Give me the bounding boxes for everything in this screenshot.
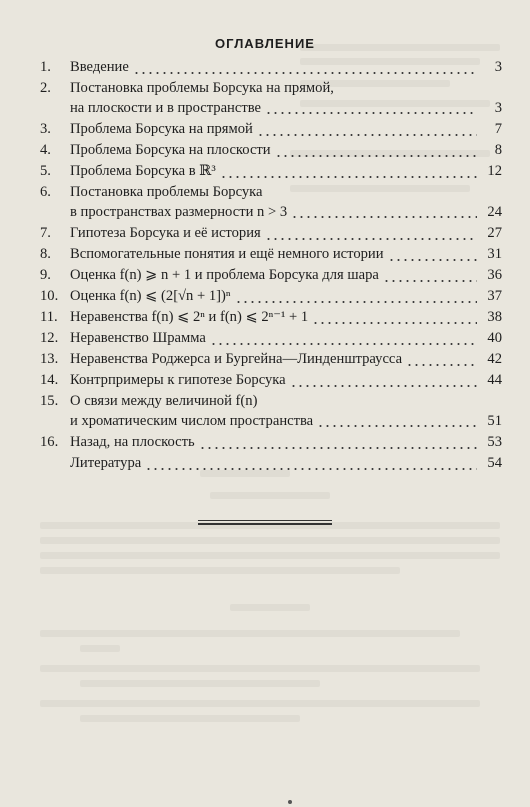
toc-entry-number: 2. (40, 80, 51, 96)
page-title: ОГЛАВЛЕНИЕ (215, 36, 315, 51)
table-of-contents (40, 58, 502, 475)
toc-entry-page: 42 (487, 351, 502, 367)
dot-leader (317, 425, 477, 427)
toc-entry-page: 38 (487, 309, 502, 325)
toc-entry-page: 54 (487, 455, 502, 471)
dot-leader (265, 238, 477, 240)
toc-entry-page: 24 (487, 203, 502, 220)
toc-entry (40, 454, 502, 475)
toc-entry-title: Оценка f(n) ⩽ (2[√n + 1])ⁿ (70, 288, 231, 304)
toc-entry-page: 44 (487, 372, 502, 388)
dot-leader (291, 216, 477, 218)
toc-entry-title: Неравенства Роджерса и Бургейна—Линденштраусса (70, 351, 403, 367)
dot-leader (145, 468, 477, 470)
toc-entry (40, 141, 502, 162)
toc-entry (40, 79, 502, 120)
toc-entry-page: 3 (494, 59, 502, 75)
toc-entry (40, 329, 502, 350)
toc-entry-page: 36 (487, 267, 502, 283)
toc-entry (40, 433, 502, 454)
toc-entry (40, 308, 502, 329)
toc-entry-title: Проблема Борсука на плоскости (70, 142, 271, 158)
toc-entry (40, 183, 502, 224)
toc-entry-number: 14. (40, 372, 59, 388)
toc-entry (40, 392, 502, 433)
toc-entry (40, 287, 502, 308)
decorative-divider (198, 520, 332, 525)
toc-entry-page: 27 (487, 225, 502, 241)
toc-entry-title: на плоскости и в пространстве (70, 99, 262, 116)
toc-entry-number: 5. (40, 163, 51, 179)
toc-entry (40, 120, 502, 141)
toc-entry-title: Постановка проблемы Борсука на прямой, (70, 80, 334, 96)
dot-leader (133, 72, 477, 74)
toc-entry-title: Гипотеза Борсука и её история (70, 225, 261, 241)
toc-entry (40, 162, 502, 183)
dot-leader (383, 280, 477, 282)
dot-leader (406, 364, 477, 366)
toc-entry-page: 12 (487, 163, 502, 179)
toc-entry-title: Постановка проблемы Борсука (70, 184, 263, 200)
dot-leader (290, 385, 477, 387)
toc-entry-title: Неравенства f(n) ⩽ 2ⁿ и f(n) ⩽ 2ⁿ⁻¹ + 1 (70, 309, 309, 325)
toc-entry-page: 8 (494, 142, 502, 158)
toc-entry (40, 224, 502, 245)
toc-entry-title: Оценка f(n) ⩾ n + 1 и проблема Борсука для шара (70, 267, 379, 283)
toc-entry-number: 13. (40, 351, 59, 367)
toc-entry-number: 3. (40, 121, 51, 137)
dot-leader (265, 112, 477, 114)
toc-entry-page: 37 (487, 288, 502, 304)
dot-leader (199, 447, 477, 449)
toc-entry-number: 11. (40, 309, 58, 325)
toc-entry (40, 350, 502, 371)
toc-entry-title: Проблема Борсука в ℝ³ (70, 163, 216, 179)
toc-entry-number: 9. (40, 267, 51, 283)
printer-mark (288, 800, 292, 804)
toc-entry-number: 1. (40, 59, 51, 75)
toc-entry (40, 371, 502, 392)
toc-entry-title: Литература (70, 455, 142, 471)
dot-leader (312, 322, 477, 324)
toc-entry (40, 266, 502, 287)
toc-entry-title: Вспомогательные понятия и ещё немного истории (70, 246, 384, 262)
toc-entry-page: 40 (487, 330, 502, 346)
dot-leader (388, 259, 477, 261)
toc-entry-page: 31 (487, 246, 502, 262)
toc-entry-number: 4. (40, 142, 51, 158)
toc-entry-title: Назад, на плоскость (70, 434, 195, 450)
toc-entry-page: 51 (487, 412, 502, 429)
toc-entry-title: Проблема Борсука на прямой (70, 121, 253, 137)
dot-leader (235, 301, 478, 303)
toc-entry-title: и хроматическим числом пространства (70, 412, 314, 429)
toc-entry-title: О связи между величиной f(n) (70, 393, 258, 409)
toc-entry-number: 6. (40, 184, 51, 200)
dot-leader (275, 155, 477, 157)
toc-entry-number: 10. (40, 288, 59, 304)
toc-entry-number: 8. (40, 246, 51, 262)
toc-entry-number: 7. (40, 225, 51, 241)
dot-leader (257, 134, 477, 136)
toc-entry (40, 58, 502, 79)
toc-entry-number: 15. (40, 393, 59, 409)
toc-entry-page: 53 (487, 434, 502, 450)
toc-entry-title: Введение (70, 59, 129, 75)
dot-leader (220, 176, 477, 178)
toc-entry-title: Контрпримеры к гипотезе Борсука (70, 372, 286, 388)
toc-entry-page: 7 (494, 121, 502, 137)
toc-entry-title: в пространствах размерности n > 3 (70, 203, 288, 220)
toc-entry-page: 3 (494, 99, 502, 116)
toc-entry-number: 12. (40, 330, 59, 346)
toc-entry-number: 16. (40, 434, 59, 450)
dot-leader (210, 343, 477, 345)
toc-entry-title: Неравенство Шрамма (70, 330, 206, 346)
toc-entry (40, 245, 502, 266)
